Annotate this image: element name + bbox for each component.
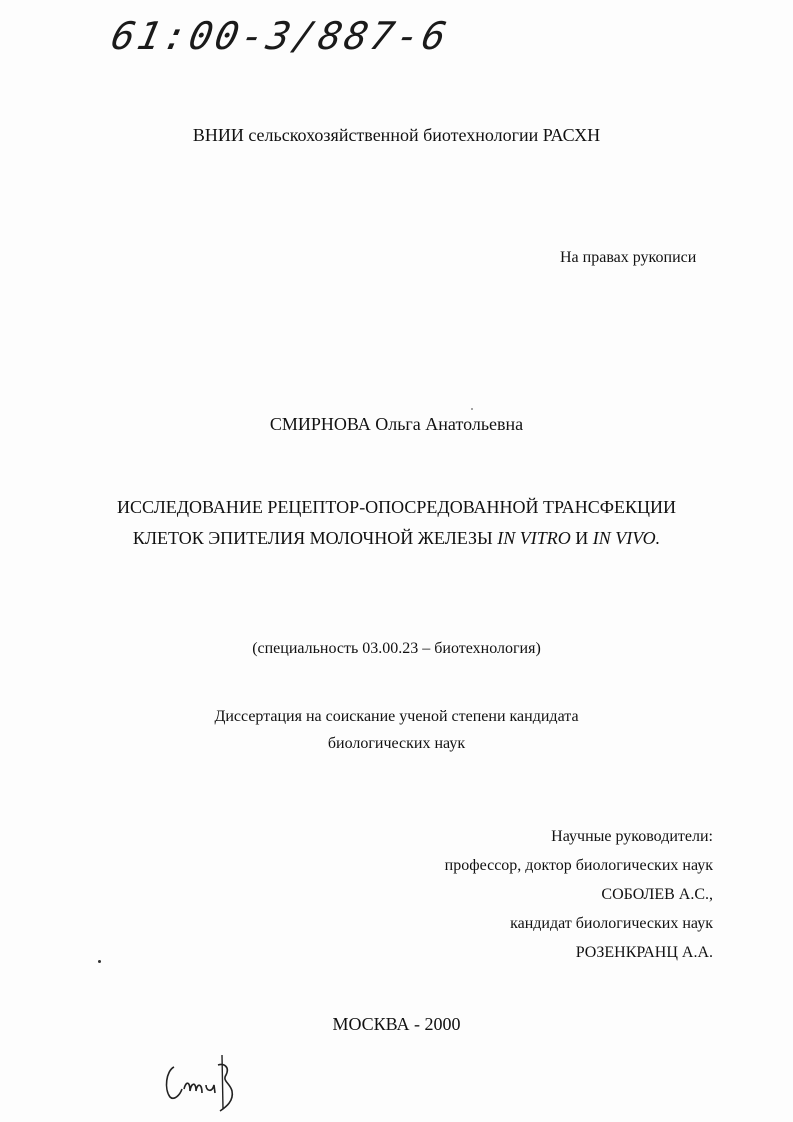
city-year: МОСКВА - 2000: [332, 1014, 461, 1034]
supervisors-heading: Научные руководители:: [551, 828, 713, 845]
supervisors-block: [445, 822, 713, 967]
rights-note: На правах рукописи: [560, 249, 697, 266]
degree-line-2: биологических наук: [327, 735, 466, 752]
degree-line-1: Диссертация на соискание ученой степени кандидата: [214, 708, 579, 725]
title-conjunction: И: [570, 528, 593, 548]
title-in-vitro: IN VITRO: [497, 528, 571, 548]
title-line-2: [0, 523, 793, 554]
organization-name: ВНИИ сельскохозяйственной биотехнологии РАСХН: [192, 125, 601, 145]
author-given-names: Ольга Анатольевна: [375, 414, 524, 434]
supervisor-2-name: РОЗЕНКРАНЦ А.А.: [575, 944, 713, 961]
specialty: (специальность 03.00.23 – биотехнология): [252, 640, 541, 657]
supervisor-2-title: кандидат биологических наук: [510, 915, 713, 932]
title-line-2-prefix: КЛЕТОК ЭПИТЕЛИЯ МОЛОЧНОЙ ЖЕЛЕЗЫ: [132, 528, 498, 548]
title-line-1: ИССЛЕДОВАНИЕ РЕЦЕПТОР-ОПОСРЕДОВАННОЙ ТРАНСФЕКЦИИ: [117, 497, 676, 517]
degree-statement: [0, 703, 793, 757]
scan-speck: [98, 960, 101, 963]
author-surname: СМИРНОВА: [269, 414, 371, 434]
scan-speck: [471, 408, 473, 410]
dissertation-title: [0, 492, 793, 554]
author-name: [0, 414, 793, 435]
supervisor-1-title: профессор, доктор биологических наук: [444, 857, 713, 874]
title-in-vivo: IN VIVO.: [592, 528, 661, 548]
archive-code: 61:00-3/887-6: [107, 14, 454, 58]
supervisor-1-name: СОБОЛЕВ А.С.,: [601, 886, 713, 903]
handwritten-signature: [160, 1045, 250, 1115]
